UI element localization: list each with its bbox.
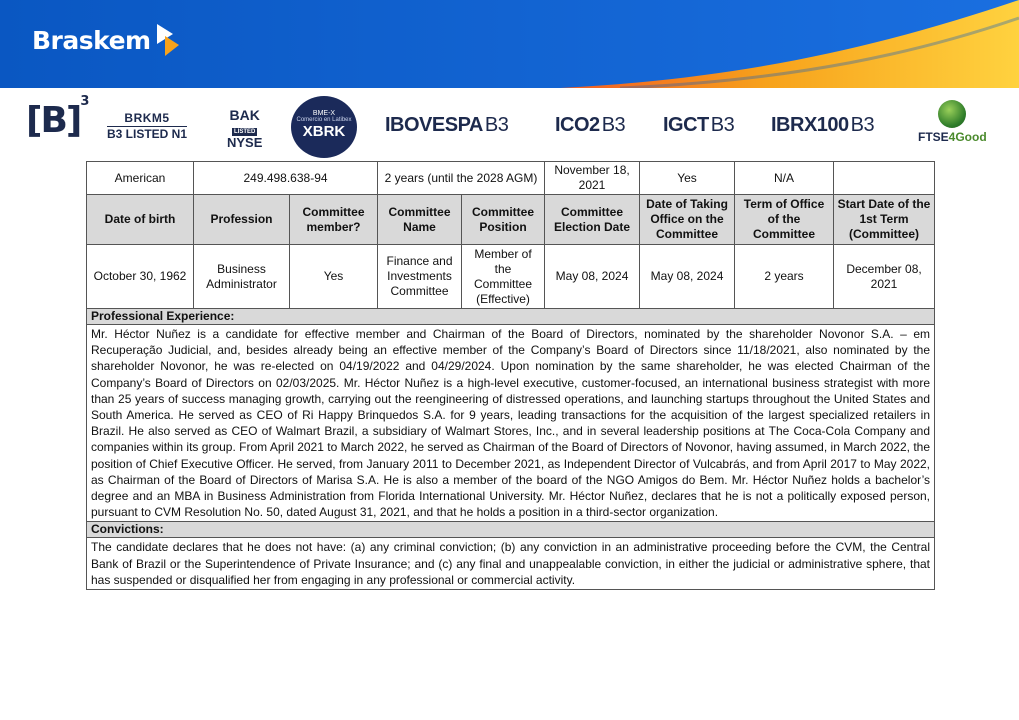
ico2-logo-text: ICO2 [555,114,600,136]
header-committee-member: Committee member? [290,195,378,245]
start-date-first-term-cell: December 08, 2021 [834,245,935,309]
na-cell: N/A [735,162,834,195]
header-committee-position: Committee Position [462,195,545,245]
ibrx100-logo [771,114,874,137]
term-cell: 2 years (until the 2028 AGM) [378,162,545,195]
section-header-row [87,309,935,325]
ftse-logo-part: FTSE [918,130,949,144]
ibovespa-logo-b3: B3 [484,114,509,136]
section-header-row [87,522,935,538]
committee-name-cell: Finance and Investments Committee [378,245,462,309]
brand-mark-icon [155,22,181,58]
blank-cell [834,162,935,195]
b3-logo-text: [B] [26,100,81,141]
bak-logo-listed: LISTED [234,129,256,135]
header-banner [0,0,1019,88]
elected-by-controller-cell: Yes [640,162,735,195]
committee-member-cell: Yes [290,245,378,309]
header-profession: Profession [194,195,290,245]
globe-icon [938,100,966,128]
section-body-row [87,538,935,590]
table-row [87,162,935,195]
brkm5-logo [107,111,187,141]
igct-logo-b3: B3 [710,114,735,136]
bak-nyse-logo [227,109,262,149]
header-committee-election-date: Committee Election Date [545,195,640,245]
brkm5-logo-listing: B3 LISTED N1 [107,127,188,141]
b3-logo-sup: 3 [80,94,90,109]
header-start-date-first-term: Start Date of the 1st Term (Committee) [834,195,935,245]
xbrk-logo-main: XBRK [302,123,346,140]
xbrk-logo-sub: Comercio en Latibex [296,117,352,123]
bak-logo-ticker: BAK [229,107,260,123]
section-body-row [87,325,935,522]
professional-experience-title: Professional Experience: [87,309,935,325]
brkm5-logo-ticker: BRKM5 [107,111,187,127]
igct-logo [663,114,734,137]
header-date-taking-office: Date of Taking Office on the Committee [640,195,735,245]
convictions-title: Convictions: [87,522,935,538]
ftse4good-logo-text [918,130,987,144]
ico2-logo [555,114,625,137]
date-of-birth-cell: October 30, 1962 [87,245,194,309]
header-term-of-office: Term of Office of the Committee [735,195,834,245]
committee-position-cell: Member of the Committee (Effective) [462,245,545,309]
election-date-cell: November 18, 2021 [545,162,640,195]
ftse-4good-part: 4Good [948,130,987,144]
nationality-cell: American [87,162,194,195]
xbrk-latibex-logo [291,96,357,158]
ibrx100-logo-text: IBRX100 [771,114,849,136]
b3-logo [26,94,90,141]
xbrk-logo-top: BME-X [312,110,336,117]
convictions-text: The candidate declares that he does not have: (a) any criminal conviction; (b) any conviction in an administrative proceeding before the CVM, the Central Bank of Brazil or the Superintendence of Private Insurance; and (c) any final and unappealable conviction, in either the judicial or administrative sphere, that has suspended or disqualified her from engaging in any professional or commercial activity. [87,538,935,590]
ico2-logo-b3: B3 [601,114,626,136]
header-committee-name: Committee Name [378,195,462,245]
brand-name: Braskem [32,25,151,55]
table-row [87,245,935,309]
listing-logos [0,95,1019,155]
ftse4good-logo [918,100,987,144]
committee-election-date-cell: May 08, 2024 [545,245,640,309]
ibovespa-logo-text: IBOVESPA [385,114,483,136]
profession-cell: Business Administrator [194,245,290,309]
table-header-row [87,195,935,245]
brand-logo [32,22,181,58]
candidate-info-table [86,161,935,590]
term-of-office-cell: 2 years [735,245,834,309]
bak-logo-exchange: NYSE [227,135,263,150]
ibrx100-logo-b3: B3 [850,114,875,136]
ibovespa-logo [385,114,508,137]
professional-experience-text: Mr. Héctor Nuñez is a candidate for effective member and Chairman of the Board of Directors, nominated by the shareholder Novonor S.A. – em Recuperação Judicial, and, besides already being an effective member of the Company’s Board of Directors since 11/18/2021, also nominated by the shareholder Novonor, he was re-elected on 04/19/2022 and 04/29/2024. Upon nomination by the same shareholder, he was elected Chairman of the Company’s Board of Directors on 02/03/2025. Mr. Héctor Nuñez is a high-level executive, customer-focused, an international business strategist with more than 25 years of success managing growth, carrying out the reengineering of distressed operations, and launching startups throughout the United States and South America. He served as CEO of Ri Happy Brinquedos S.A. for 9 years, leading transactions for the acquisition of the largest specialized retailers in Brazil. He also served as CEO of Walmart Brazil, a subsidiary of Walmart Stores, Inc., and in several leadership positions at The Coca-Cola Company and companies within its group. From April 2021 to March 2022, he served as Chairman of the Board of Directors of Novonor, having assumed, in March 2022, the position of Chief Executive Officer. He served, from January 2011 to December 2021, as Independent Director of Vulcabrás, and from April 2017 to May 2022, as Chairman of the Board of Directors of Marisa S.A. He is also a member of the board of the NGO Amigos do Bem. Mr. Héctor Nuñez holds a bachelor’s degree and an MBA in Business Administration from Florida International University. Mr. Héctor Nuñez, declares that he is not a politically exposed person, pursuant to CVM Resolution No. 50, dated August 31, 2021, and that he holds a position in a third-sector organization. [87,325,935,522]
date-taking-office-cell: May 08, 2024 [640,245,735,309]
cpf-cell: 249.498.638-94 [194,162,378,195]
igct-logo-text: IGCT [663,114,709,136]
header-date-of-birth: Date of birth [87,195,194,245]
